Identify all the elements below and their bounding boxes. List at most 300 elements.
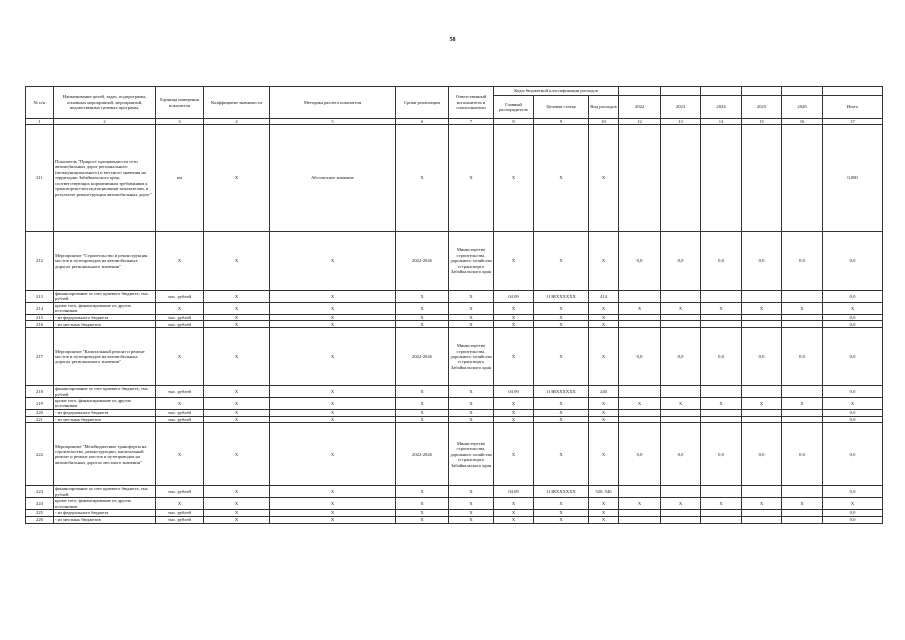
header-empty (742, 87, 782, 96)
cell-method: X (270, 416, 396, 423)
cell-vr: X (589, 232, 619, 291)
cell-coef: X (204, 516, 270, 523)
cell-cs: X (534, 302, 589, 314)
cell-unit: X (156, 398, 204, 410)
cell-name: - из федерального бюджета (54, 409, 156, 416)
cell-y2026 (782, 409, 823, 416)
cell-name: кроме того, финансирование из других источников (54, 498, 156, 510)
column-number: 2 (54, 119, 156, 125)
cell-total: 0,0 (823, 416, 883, 423)
cell-y2023: X (661, 498, 701, 510)
cell-method: X (270, 510, 396, 517)
cell-resp: X (449, 321, 494, 328)
cell-num: 215 (26, 314, 54, 321)
cell-gr: 04 09 (494, 386, 534, 398)
cell-name: Мероприятие "Межбюджетные трансферты на строительство, реконструкцию, капитальный ремонт и ремонт мостов и путепроводов на автомобильных дорогах местного значения" (54, 423, 156, 486)
cell-vr: X (589, 302, 619, 314)
cell-name: Показатель "Прирост протяженности сети автомобильных дорог регионального (межмуниципального) и местного значения на территории Забайкальского края, соответствующих нормативным требованиям к транспортно-эксплуатационным показателям, в результате реконструкции автомобильных дорог" (54, 125, 156, 232)
cell-vr: X (589, 314, 619, 321)
cell-y2023: 0,0 (661, 328, 701, 386)
cell-resp: Министерство строительства, дорожного хозяйства и транспорта Забайкальского края (449, 328, 494, 386)
cell-gr: 04 09 (494, 291, 534, 303)
cell-cs: X (534, 314, 589, 321)
cell-y2023 (661, 516, 701, 523)
column-number: 5 (270, 119, 396, 125)
cell-vr: X (589, 328, 619, 386)
table-row (26, 314, 883, 321)
cell-unit: тыс. рублей (156, 386, 204, 398)
table-row (26, 291, 883, 303)
cell-unit: тыс. рублей (156, 291, 204, 303)
cell-total: 0,0 (823, 291, 883, 303)
cell-y2025 (742, 321, 782, 328)
cell-resp: X (449, 291, 494, 303)
cell-term: X (396, 416, 449, 423)
cell-total: 0,0 (823, 409, 883, 416)
header-empty (661, 87, 701, 96)
cell-y2023 (661, 386, 701, 398)
cell-cs: 113RXXXXXX (534, 486, 589, 498)
cell-name: - из местных бюджетов (54, 416, 156, 423)
cell-total: 0,0 (823, 423, 883, 486)
cell-total: 0,0 (823, 510, 883, 517)
cell-cs: X (534, 423, 589, 486)
table-row (26, 416, 883, 423)
cell-y2022 (619, 125, 661, 232)
cell-name: - из местных бюджетов (54, 516, 156, 523)
cell-y2022 (619, 516, 661, 523)
cell-name: кроме того, финансирование из других источников (54, 398, 156, 410)
cell-num: 219 (26, 398, 54, 410)
header-2024: 2024 (701, 96, 742, 119)
cell-total: 0,0 (823, 328, 883, 386)
cell-unit: км (156, 125, 204, 232)
table-row (26, 302, 883, 314)
cell-gr: X (494, 409, 534, 416)
cell-name: - из федерального бюджета (54, 314, 156, 321)
cell-gr: X (494, 302, 534, 314)
cell-total: 0,0 (823, 486, 883, 498)
cell-y2023 (661, 416, 701, 423)
cell-vr: 520, 540 (589, 486, 619, 498)
cell-y2026 (782, 291, 823, 303)
page-number: 58 (449, 37, 456, 43)
cell-resp: X (449, 516, 494, 523)
cell-y2025: X (742, 498, 782, 510)
cell-num: 216 (26, 321, 54, 328)
column-number: 10 (589, 119, 619, 125)
cell-term: X (396, 314, 449, 321)
cell-resp: X (449, 398, 494, 410)
cell-num: 214 (26, 302, 54, 314)
table-row (26, 423, 883, 486)
cell-method: X (270, 516, 396, 523)
cell-y2024 (701, 486, 742, 498)
cell-coef: X (204, 498, 270, 510)
cell-cs: X (534, 232, 589, 291)
cell-coef: X (204, 416, 270, 423)
cell-y2025 (742, 510, 782, 517)
column-number: 13 (661, 119, 701, 125)
cell-vr: X (589, 423, 619, 486)
cell-method: X (270, 409, 396, 416)
cell-y2024: 0,0 (701, 328, 742, 386)
cell-method: X (270, 291, 396, 303)
cell-coef: X (204, 314, 270, 321)
cell-coef: X (204, 321, 270, 328)
cell-y2024 (701, 386, 742, 398)
cell-y2025: 0,0 (742, 328, 782, 386)
cell-y2024 (701, 409, 742, 416)
table-row (26, 486, 883, 498)
cell-total: X (823, 398, 883, 410)
cell-y2026: 0,0 (782, 328, 823, 386)
cell-y2023 (661, 125, 701, 232)
cell-total: 0,0 (823, 314, 883, 321)
cell-unit: X (156, 328, 204, 386)
table-body (26, 125, 883, 524)
cell-y2024 (701, 416, 742, 423)
cell-gr: X (494, 232, 534, 291)
header-coef: Коэффициент значимости (204, 87, 270, 119)
cell-y2025: X (742, 302, 782, 314)
cell-method: X (270, 314, 396, 321)
cell-y2025 (742, 516, 782, 523)
cell-total: 0,0 (823, 516, 883, 523)
cell-y2026 (782, 125, 823, 232)
cell-num: 218 (26, 386, 54, 398)
cell-y2024: X (701, 302, 742, 314)
cell-term: X (396, 321, 449, 328)
cell-y2023 (661, 314, 701, 321)
cell-term: X (396, 386, 449, 398)
cell-cs: X (534, 416, 589, 423)
cell-resp: Министерство строительства, дорожного хозяйства и транспорта Забайкальского края (449, 232, 494, 291)
cell-y2022 (619, 291, 661, 303)
cell-name: Мероприятие "Капитальный ремонт и ремонт мостов и путепроводов на автомобильных дорогах регионального значения" (54, 328, 156, 386)
cell-term: X (396, 291, 449, 303)
cell-y2022 (619, 314, 661, 321)
cell-coef: X (204, 486, 270, 498)
cell-gr: X (494, 321, 534, 328)
header-term: Сроки реализации (396, 87, 449, 119)
cell-y2025 (742, 291, 782, 303)
cell-name: финансирование за счет краевого бюджета, тыс. рублей (54, 291, 156, 303)
cell-y2022 (619, 409, 661, 416)
header-2022: 2022 (619, 96, 661, 119)
column-number: 12 (619, 119, 661, 125)
cell-num: 222 (26, 423, 54, 486)
cell-gr: X (494, 416, 534, 423)
cell-num: 225 (26, 510, 54, 517)
cell-y2026 (782, 486, 823, 498)
cell-num: 223 (26, 486, 54, 498)
cell-coef: X (204, 302, 270, 314)
header-total: Итого (823, 96, 883, 119)
cell-y2022 (619, 510, 661, 517)
cell-term: 2022-2026 (396, 232, 449, 291)
cell-unit: X (156, 498, 204, 510)
cell-y2026: X (782, 498, 823, 510)
cell-unit: тыс. рублей (156, 486, 204, 498)
cell-y2025 (742, 386, 782, 398)
cell-term: X (396, 125, 449, 232)
cell-resp: X (449, 486, 494, 498)
column-number: 15 (742, 119, 782, 125)
cell-num: 212 (26, 232, 54, 291)
cell-method: X (270, 328, 396, 386)
cell-cs: X (534, 398, 589, 410)
cell-name: финансирование за счет краевого бюджета, тыс. рублей (54, 386, 156, 398)
cell-y2024 (701, 125, 742, 232)
cell-y2022: X (619, 302, 661, 314)
cell-unit: тыс. рублей (156, 321, 204, 328)
cell-total: X (823, 302, 883, 314)
cell-total: X (823, 498, 883, 510)
cell-y2022: 0,0 (619, 232, 661, 291)
table-row (26, 232, 883, 291)
cell-term: X (396, 510, 449, 517)
cell-y2024 (701, 321, 742, 328)
cell-resp: X (449, 302, 494, 314)
cell-coef: X (204, 409, 270, 416)
cell-term: X (396, 409, 449, 416)
cell-vr: X (589, 416, 619, 423)
cell-cs: X (534, 321, 589, 328)
header-empty (701, 87, 742, 96)
cell-y2023 (661, 291, 701, 303)
cell-term: 2022-2026 (396, 423, 449, 486)
cell-y2022 (619, 386, 661, 398)
cell-term: X (396, 486, 449, 498)
cell-coef: X (204, 398, 270, 410)
cell-vr: X (589, 510, 619, 517)
cell-num: 224 (26, 498, 54, 510)
cell-vr: X (589, 321, 619, 328)
header-gr: Главный распорядитель (494, 96, 534, 119)
cell-num: 226 (26, 516, 54, 523)
cell-y2023: X (661, 398, 701, 410)
header-method: Методика расчета показателя (270, 87, 396, 119)
cell-unit: тыс. рублей (156, 510, 204, 517)
cell-y2025: 0,0 (742, 232, 782, 291)
cell-y2026 (782, 386, 823, 398)
cell-method: X (270, 232, 396, 291)
cell-gr: X (494, 398, 534, 410)
table-row (26, 409, 883, 416)
cell-unit: X (156, 423, 204, 486)
header-resp: Ответственный исполнитель и соисполнители (449, 87, 494, 119)
cell-y2023: 0,0 (661, 232, 701, 291)
cell-y2023 (661, 409, 701, 416)
cell-num: 220 (26, 409, 54, 416)
cell-y2026 (782, 516, 823, 523)
cell-y2024: 0,0 (701, 423, 742, 486)
cell-y2025: 0,0 (742, 423, 782, 486)
cell-gr: X (494, 328, 534, 386)
cell-cs: X (534, 510, 589, 517)
table-row (26, 125, 883, 232)
cell-method: Абсолютное значение (270, 125, 396, 232)
cell-cs: X (534, 516, 589, 523)
column-number: 7 (449, 119, 494, 125)
cell-coef: X (204, 125, 270, 232)
cell-y2023: 0,0 (661, 423, 701, 486)
cell-resp: X (449, 510, 494, 517)
cell-unit: тыс. рублей (156, 314, 204, 321)
column-number: 8 (494, 119, 534, 125)
cell-vr: X (589, 516, 619, 523)
cell-gr: 04 09 (494, 486, 534, 498)
cell-name: - из местных бюджетов (54, 321, 156, 328)
cell-y2022 (619, 321, 661, 328)
cell-y2025 (742, 409, 782, 416)
cell-method: X (270, 302, 396, 314)
cell-coef: X (204, 510, 270, 517)
column-number: 3 (156, 119, 204, 125)
cell-coef: X (204, 328, 270, 386)
cell-y2023 (661, 486, 701, 498)
table-row (26, 321, 883, 328)
cell-name: финансирование за счет краевого бюджета, тыс. рублей (54, 486, 156, 498)
cell-vr: X (589, 409, 619, 416)
cell-y2026 (782, 416, 823, 423)
cell-vr: 240 (589, 386, 619, 398)
cell-gr: X (494, 510, 534, 517)
cell-y2026 (782, 314, 823, 321)
header-vr: Вид расходов (589, 96, 619, 119)
cell-name: Мероприятие "Строительство и реконструкция мостов и путепроводов на автомобильных дорогах регионального значения" (54, 232, 156, 291)
column-number: 16 (782, 119, 823, 125)
cell-unit: тыс. рублей (156, 409, 204, 416)
header-2026: 2026 (782, 96, 823, 119)
cell-y2024 (701, 291, 742, 303)
column-number: 6 (396, 119, 449, 125)
column-number: 9 (534, 119, 589, 125)
cell-y2024 (701, 314, 742, 321)
cell-y2024: X (701, 398, 742, 410)
cell-y2024 (701, 510, 742, 517)
header-codes-group: Коды бюджетной классификации расходов (494, 87, 619, 96)
cell-resp: X (449, 386, 494, 398)
cell-method: X (270, 486, 396, 498)
table-row (26, 498, 883, 510)
header-empty (782, 87, 823, 96)
budget-table (25, 86, 883, 524)
cell-cs: 113RXXXXXX (534, 386, 589, 398)
cell-unit: X (156, 302, 204, 314)
cell-coef: X (204, 386, 270, 398)
table-row (26, 510, 883, 517)
cell-coef: X (204, 423, 270, 486)
cell-vr: 414 (589, 291, 619, 303)
cell-gr: X (494, 498, 534, 510)
cell-cs: X (534, 328, 589, 386)
cell-total: 0,000 (823, 125, 883, 232)
cell-y2025: X (742, 398, 782, 410)
cell-vr: X (589, 398, 619, 410)
header-cs: Целевая статья (534, 96, 589, 119)
cell-y2022: X (619, 398, 661, 410)
header-name: Наименование целей, задач, подпрограмм, основных мероприятий, мероприятий, ведомственных целевых программ, (54, 87, 156, 119)
cell-unit: X (156, 232, 204, 291)
cell-vr: X (589, 498, 619, 510)
cell-total: 0,0 (823, 232, 883, 291)
column-number: 1 (26, 119, 54, 125)
cell-y2024: X (701, 498, 742, 510)
cell-term: X (396, 302, 449, 314)
cell-total: 0,0 (823, 386, 883, 398)
cell-name: кроме того, финансирование из других источников (54, 302, 156, 314)
cell-method: X (270, 398, 396, 410)
cell-y2026: 0,0 (782, 423, 823, 486)
cell-num: 213 (26, 291, 54, 303)
table-row (26, 386, 883, 398)
cell-resp: X (449, 498, 494, 510)
header-empty (619, 87, 661, 96)
cell-y2026: X (782, 302, 823, 314)
cell-method: X (270, 423, 396, 486)
table-row (26, 398, 883, 410)
cell-total: 0,0 (823, 321, 883, 328)
cell-resp: X (449, 409, 494, 416)
cell-y2024: 0,0 (701, 232, 742, 291)
cell-y2022: 0,0 (619, 328, 661, 386)
header-2025: 2025 (742, 96, 782, 119)
cell-y2026 (782, 510, 823, 517)
cell-gr: X (494, 314, 534, 321)
cell-cs: X (534, 498, 589, 510)
cell-vr: X (589, 125, 619, 232)
cell-num: 211 (26, 125, 54, 232)
header-unit: Единица измерения показателя (156, 87, 204, 119)
cell-gr: X (494, 423, 534, 486)
cell-resp: X (449, 416, 494, 423)
cell-name: - из федерального бюджета (54, 510, 156, 517)
cell-y2026 (782, 321, 823, 328)
cell-term: X (396, 516, 449, 523)
cell-term: X (396, 398, 449, 410)
header-empty (823, 87, 883, 96)
cell-cs: X (534, 125, 589, 232)
cell-y2022 (619, 486, 661, 498)
cell-y2026: X (782, 398, 823, 410)
cell-method: X (270, 321, 396, 328)
cell-y2025 (742, 416, 782, 423)
cell-y2022: 0,0 (619, 423, 661, 486)
column-number: 14 (701, 119, 742, 125)
cell-unit: тыс. рублей (156, 516, 204, 523)
column-number: 4 (204, 119, 270, 125)
cell-method: X (270, 498, 396, 510)
cell-y2022: X (619, 498, 661, 510)
cell-y2025 (742, 486, 782, 498)
header-num: № п/п (26, 87, 54, 119)
cell-resp: Министерство строительства, дорожного хозяйства и транспорта Забайкальского края (449, 423, 494, 486)
cell-y2023 (661, 321, 701, 328)
cell-term: X (396, 498, 449, 510)
column-number: 17 (823, 119, 883, 125)
header-2023: 2023 (661, 96, 701, 119)
cell-y2024 (701, 516, 742, 523)
cell-cs: 113RXXXXXX (534, 291, 589, 303)
cell-num: 221 (26, 416, 54, 423)
cell-gr: X (494, 125, 534, 232)
cell-y2025 (742, 125, 782, 232)
cell-y2025 (742, 314, 782, 321)
cell-method: X (270, 386, 396, 398)
cell-resp: X (449, 314, 494, 321)
